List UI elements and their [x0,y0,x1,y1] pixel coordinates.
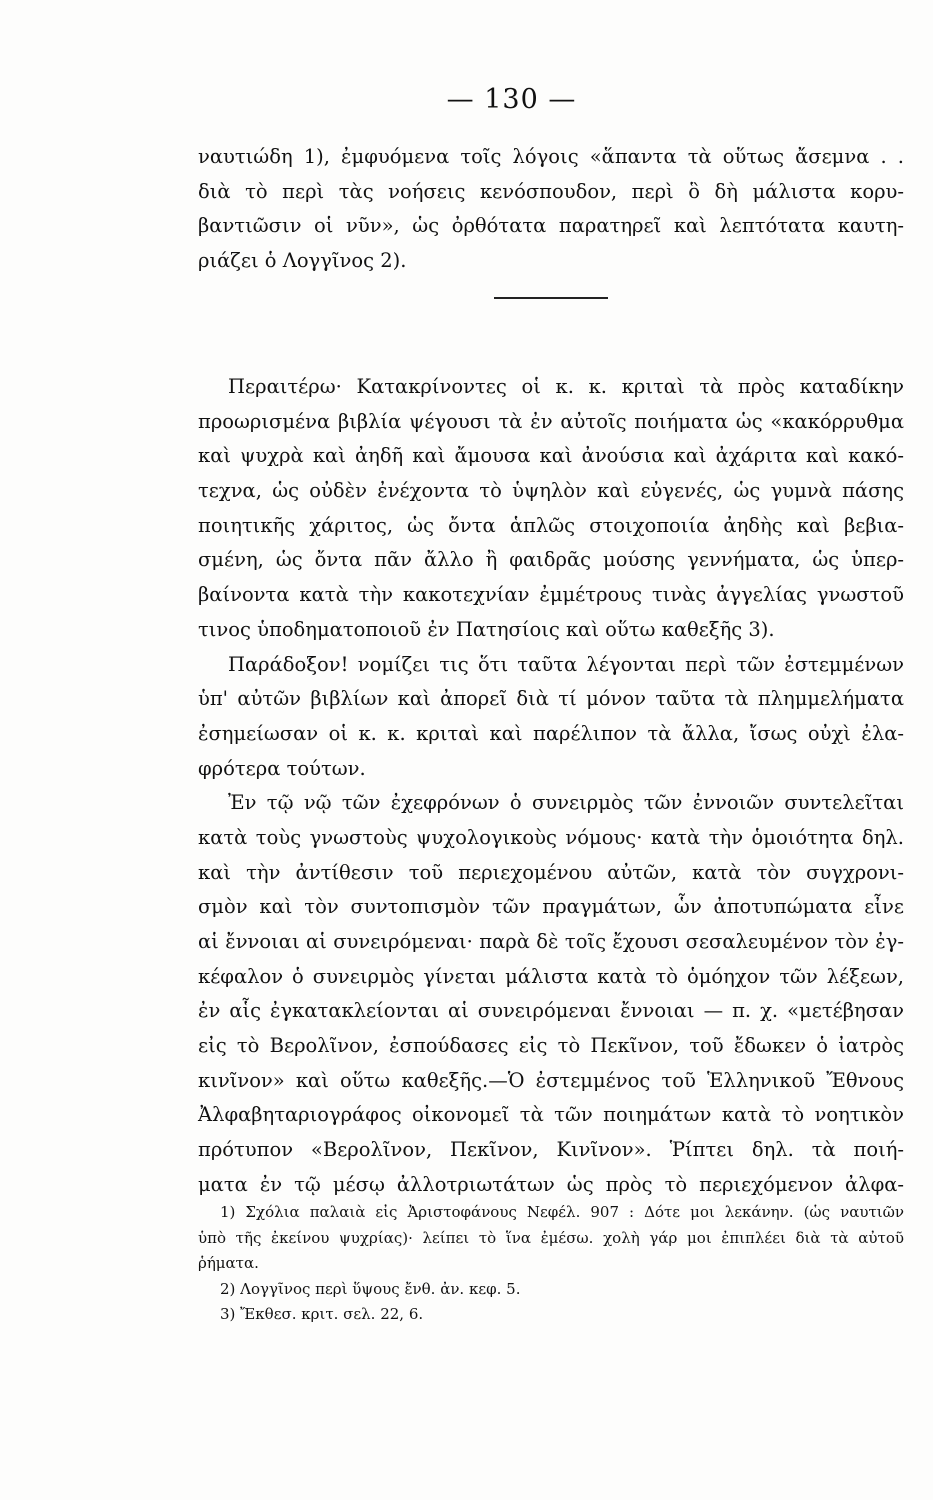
section-divider [494,297,608,299]
text-line: πρότυπον «Βερολῖνον, Πεκῖνον, Κινῖνον». Ῥίπτει δηλ. τὰ ποιή- [198,1138,904,1162]
text-line: ἐν αἷς ἐγκατακλείονται αἱ συνειρόμεναι ἔννοιαι — π. χ. «μετέβησαν [198,999,904,1023]
footnotes [198,1200,904,1328]
text-line: φρότερα τούτων. [198,756,366,780]
text-line: βαντιῶσιν οἱ νῦν», ὡς ὀρθότατα παρατηρεῖ καὶ λεπτότατα καυτη- [198,214,904,238]
text-line: Περαιτέρω· Κατακρίνοντες οἱ κ. κ. κριταὶ τὰ πρὸς καταδίκην [228,375,904,398]
main-text [198,370,904,1203]
text-line: αἱ ἔννοιαι αἱ συνειρόμεναι· παρὰ δὲ τοῖς ἔχουσι σεσαλευμένον τὸν ἐγ- [198,930,904,953]
text-line: καὶ ψυχρὰ καὶ ἀηδῆ καὶ ἄμουσα καὶ ἀνούσια καὶ ἀχάριτα καὶ κακό- [198,444,904,468]
text-line: κινῖνον» καὶ οὕτω καθεξῆς.—Ὁ ἐστεμμένος τοῦ Ἑλληνικοῦ Ἔθνους [198,1068,904,1092]
text-line: καὶ τὴν ἀντίθεσιν τοῦ περιεχομένου αὐτῶν, κατὰ τὸν συγχρονι- [198,860,904,884]
footnote-3: 3) Ἔκθεσ. κριτ. σελ. 22, 6. [220,1305,424,1323]
text-line: Παράδοξον! νομίζει τις ὅτι ταῦτα λέγονται περὶ τῶν ἐστεμμένων [228,652,904,676]
text-line: ἐσημείωσαν οἱ κ. κ. κριταὶ καὶ παρέλιπον τὰ ἄλλα, ἴσως οὐχὶ ἐλα- [198,721,904,745]
paragraph-continuation [198,140,904,279]
text-line: τεχνα, ὡς οὐδὲν ἐνέχοντα τὸ ὑψηλὸν καὶ εὐγενές, ὡς γυμνὰ πάσης [198,479,904,503]
text-line: Ἀλφαβηταριογράφος οἰκονομεῖ τὰ τῶν ποιημάτων κατὰ τὸ νοητικὸν [198,1103,904,1127]
text-line: διὰ τὸ περὶ τὰς νοήσεις κενόσπουδον, περὶ ὃ δὴ μάλιστα κορυ- [198,179,904,203]
text-line: ὑπ' αὐτῶν βιβλίων καὶ ἀπορεῖ διὰ τί μόνον ταῦτα τὰ πλημμελήματα [198,687,904,711]
text-line: σμὸν καὶ τὸν συντοπισμὸν τῶν πραγμάτων, ὧν ἀποτυπώματα εἶνε [198,895,904,919]
text-line: κέφαλον ὁ συνειρμὸς γίνεται μάλιστα κατὰ τὸ ὁμόηχον τῶν λέξεων, [198,964,904,988]
text-line: ποιητικῆς χάριτος, ὡς ὄντα ἁπλῶς στοιχοποιία ἀηδὴς καὶ βεβια- [198,513,904,537]
footnote-1-continued: ὑπὸ τῆς ἐκείνου ψυχρίας)· λείπει τὸ ἵνα ἐμέσω. χολὴ γάρ μοι ἐπιπλέει διὰ τὰ αὐτοῦ [198,1228,904,1247]
text-line: ριάζει ὁ Λογγῖνος 2). [198,249,407,273]
text-line: εἰς τὸ Βερολῖνον, ἐσπούδασες εἰς τὸ Πεκῖνον, τοῦ ἔδωκεν ὁ ἰατρὸς [198,1034,904,1058]
footnote-1-end: ῥήματα. [198,1254,259,1272]
text-line: Ἐν τῷ νῷ τῶν ἐχεφρόνων ὁ συνειρμὸς τῶν ἐννοιῶν συντελεῖται [228,791,904,815]
text-line: κατὰ τοὺς γνωστοὺς ψυχολογικοὺς νόμους· κατὰ τὴν ὁμοιότητα δηλ. [198,825,904,849]
text-line: τινος ὑποδηματοποιοῦ ἐν Πατησίοις καὶ οὕτω καθεξῆς 3). [198,617,775,641]
footnote-1: 1) Σχόλια παλαιὰ εἰς Ἀριστοφάνους Νεφέλ. 907 : Δότε μοι λεκάνην. (ὡς ναυτιῶν [220,1203,904,1221]
text-line: ματα ἐν τῷ μέσῳ ἀλλοτριωτάτων ὡς πρὸς τὸ περιεχόμενον ἀλφα- [198,1172,904,1196]
text-line: βαίνοντα κατὰ τὴν κακοτεχνίαν ἐμμέτρους τινὰς ἀγγελίας γνωστοῦ [198,583,904,607]
text-line: προωρισμένα βιβλία ψέγουσι τὰ ἐν αὐτοῖς ποιήματα ὡς «κακόρρυθμα [198,409,904,433]
text-line: ναυτιώδη 1), ἐμφυόμενα τοῖς λόγοις «ἅπαντα τὰ οὕτως ἄσεμνα . . [198,145,904,168]
footnote-2: 2) Λογγῖνος περὶ ὕψους ἔνθ. ἀν. κεφ. 5. [220,1279,521,1298]
page-number: — 130 — [446,84,577,115]
text-line: σμένη, ὡς ὄντα πᾶν ἄλλο ἢ φαιδρᾶς μούσης γεννήματα, ὡς ὑπερ- [198,548,904,572]
